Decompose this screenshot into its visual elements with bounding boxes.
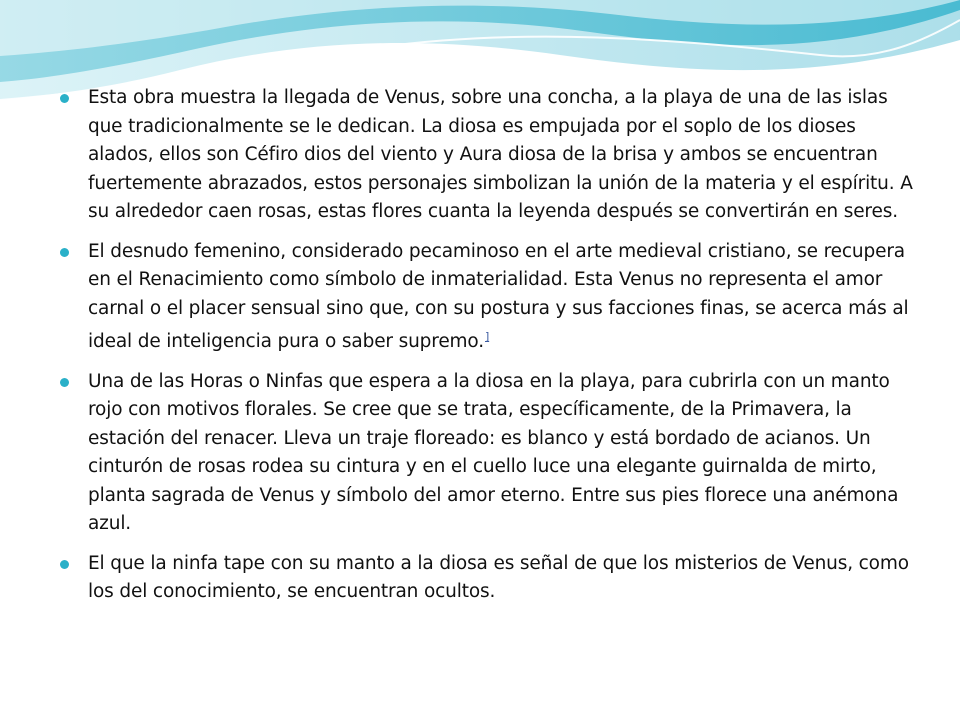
- bullet-dot-icon: [60, 248, 69, 257]
- reference-link[interactable]: ]: [485, 330, 490, 343]
- bullet-item: [60, 238, 920, 357]
- bullet-dot-icon: [60, 94, 69, 103]
- bullet-text: El que la ninfa tape con su manto a la diosa es señal de que los misterios de Venus, como los del conocimiento, se encuentran ocultos.: [88, 552, 909, 603]
- bullet-text: Una de las Horas o Ninfas que espera a la diosa en la playa, para cubrirla con un manto rojo con motivos florales. Se cree que se trata, específicamente, de la Primavera, la estación del renacer. Lleva un traje floreado: es blanco y está bordado de acianos. Un cinturón de rosas rodea su cintura y en el cuello luce una elegante guirnalda de mirto, planta sagrada de Venus y símbolo del amor eterno. Entre sus pies florece una anémona azul.: [88, 370, 899, 535]
- bullet-item: [60, 84, 920, 227]
- bullet-dot-icon: [60, 378, 69, 387]
- bullet-item: [60, 368, 920, 539]
- bullet-list: [60, 84, 920, 607]
- bullet-text: Esta obra muestra la llegada de Venus, sobre una concha, a la playa de una de las islas que tradicionalmente se le dedican. La diosa es empujada por el soplo de los dioses alados, ellos son Céfiro dios del viento y Aura diosa de la brisa y ambos se encuentran fuertemente abrazados, estos personajes simbolizan la unión de la materia y el espíritu. A su alrededor caen rosas, estas flores cuanta la leyenda después se convertirán en seres.: [88, 87, 913, 222]
- bullet-text: El desnudo femenino, considerado pecaminoso en el arte medieval cristiano, se recupera en el Renacimiento como símbolo de inmaterialidad. Esta Venus no representa el amor carnal o el placer sensual sino que, con su postura y sus facciones finas, se acerca más al ideal de inteligencia pura o saber supremo.: [88, 240, 909, 353]
- bullet-dot-icon: [60, 560, 69, 569]
- bullet-item: [60, 550, 920, 607]
- slide-content: [60, 84, 920, 618]
